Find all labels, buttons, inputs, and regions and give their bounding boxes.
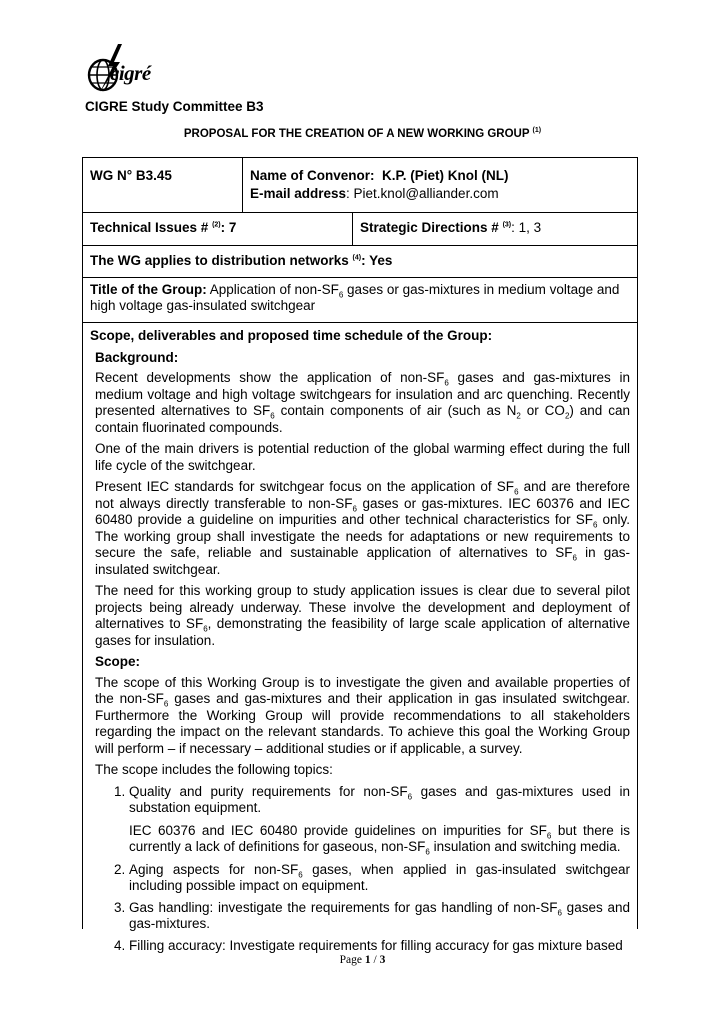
subscript-6: 6: [592, 520, 598, 530]
page-number: [0, 954, 725, 966]
text-run: The scope of this Working Group is to investigate the given and available properties of the non-SF: [95, 674, 630, 706]
subscript-6: 6: [444, 378, 449, 388]
list-item: [129, 900, 630, 933]
scope-content: [90, 350, 630, 955]
page-prefix: Page: [339, 954, 365, 966]
text-run: but there is currently a lack of definitions for gaseous, non-SF: [129, 822, 630, 854]
group-title-text-2: gases or gas-mixtures in medium voltage and high voltage gas-insulated switchgear: [90, 282, 620, 313]
subscript-6: 6: [203, 624, 208, 634]
text-run: Quality and purity requirements for non-SF: [129, 783, 408, 799]
text-run: The need for this working group to study application issues is clear due to several pilot projects being already underway. These involve the development and deployment of alternatives to SF: [95, 583, 630, 631]
strategic-directions-value: : 1, 3: [511, 220, 542, 235]
committee-title: CIGRE Study Committee B3: [85, 99, 264, 114]
wg-row: [83, 158, 637, 213]
email-label: E-mail address: [250, 186, 347, 201]
scope-paragraph-2: The scope includes the following topics:: [95, 762, 333, 777]
page-total: 3: [379, 954, 386, 966]
page-current: 1: [364, 954, 371, 966]
text-run: in gas-insulated switchgear.: [95, 545, 630, 577]
distribution-row: [83, 246, 637, 278]
convenor-label: Name of Convenor:: [250, 168, 375, 183]
subscript-6: 6: [546, 831, 552, 841]
subscript-6: 6: [425, 847, 430, 857]
strategic-directions: [353, 213, 637, 245]
distribution-label: The WG applies to distribution networks: [90, 253, 349, 268]
distribution-networks: [83, 246, 399, 277]
text-run: Gas handling: investigate the requirements for gas handling of non-SF: [129, 899, 558, 915]
scope-subheading: Scope:: [95, 654, 141, 669]
group-title-label: Title of the Group:: [90, 282, 207, 297]
subscript-6: 6: [338, 290, 344, 300]
subscript-6: 6: [270, 411, 275, 421]
text-run: gases, when applied in gas-insulated switchgear including possible impact on equipment.: [129, 861, 630, 893]
subscript-6: 6: [298, 870, 303, 880]
text-run: Present IEC standards for switchgear focus on the application of SF: [95, 479, 515, 494]
text-run: IEC 60376 and IEC 60480 provide guidelines on impurities for SF: [129, 822, 547, 838]
background-paragraph-1: [95, 370, 630, 436]
logo-wordmark: cigré: [110, 61, 151, 85]
list-item: [129, 784, 630, 856]
proposal-title: [0, 128, 725, 140]
technical-issues-value: : 7: [220, 220, 237, 235]
convenor-cell: [243, 158, 637, 212]
subscript-6: 6: [352, 504, 357, 514]
list-item-detail: [129, 823, 630, 856]
subscript-6: 6: [572, 553, 577, 563]
group-title: [83, 278, 637, 322]
technical-issues-label: Technical Issues #: [90, 220, 209, 235]
topics-list: [95, 784, 630, 955]
background-heading: Background:: [95, 349, 179, 365]
text-run: , demonstrating the feasibility of large scale application of alternative gases for insulation.: [95, 616, 630, 648]
text-run: Aging aspects for non-SF: [129, 861, 299, 877]
group-title-row: [83, 278, 637, 323]
wg-number: WG N° B3.45: [83, 158, 243, 212]
subscript-6: 6: [163, 699, 169, 709]
convenor-value: K.P. (Piet) Knol (NL): [382, 168, 509, 183]
cigre-logo: [84, 42, 164, 98]
scope-paragraph-1: [95, 675, 630, 758]
text-run: gases and gas-mixtures used in substation equipment.: [129, 783, 630, 815]
strategic-directions-footnote: (3): [502, 221, 512, 229]
convenor-line: [250, 167, 630, 185]
subscript-6: 6: [557, 908, 562, 918]
page-separator: /: [370, 954, 380, 966]
background-paragraph-3: [95, 479, 630, 578]
scope-heading: Scope, deliverables and proposed time schedule of the Group:: [90, 328, 493, 343]
group-title-text-1: Application of non-SF: [206, 282, 339, 297]
distribution-value: : Yes: [361, 253, 393, 268]
text-run: gases or gas-mixtures. IEC 60376 and IEC 60480 provide a guideline on impurities and other technical characteristics for SF: [95, 495, 630, 527]
text-run: gases and gas-mixtures and their application in gas insulated switchgear. Furthermore the Working Group will provide recommendations to all stakeholders regarding the impact on the relevant standards. To achieve this goal the Working Group will perform – if necessary – additional studies or if applicable, a survey.: [95, 691, 630, 756]
text-run: gases and gas-mixtures in medium voltage and high voltage switchgears for insulation and arc quenching. Recently presented alternatives to SF: [95, 370, 630, 418]
text-run: gases and gas-mixtures.: [129, 899, 630, 931]
list-item: 4. Filling accuracy: Investigate requirements for filling accuracy for gas mixture based: [129, 938, 630, 955]
background-paragraph-4: [95, 583, 630, 649]
subscript-6: 6: [407, 792, 413, 802]
text-run: only. The working group shall investigate the needs for adaptations or new requirements to secure the safe, reliable and sustainable application of alternatives to SF: [95, 512, 631, 560]
distribution-footnote: (4): [352, 254, 362, 262]
text-run: insulation and switching media.: [429, 839, 621, 854]
text-run: contain components of air (such as N: [274, 403, 517, 418]
proposal-form: [82, 157, 638, 953]
text-run: or CO: [520, 403, 565, 418]
issues-row: [83, 213, 637, 246]
text-run: Recent developments show the application of non-SF: [95, 370, 445, 385]
technical-issues-footnote: (2): [212, 221, 221, 229]
strategic-directions-label: Strategic Directions #: [360, 220, 499, 235]
email-line: [250, 185, 630, 203]
text-run: ) and can contain fluorinated compounds.: [95, 403, 630, 435]
scope-section: [83, 323, 637, 954]
email-value: : Piet.knol@alliander.com: [346, 186, 499, 201]
subscript-2: 2: [516, 411, 521, 421]
proposal-title-text: PROPOSAL FOR THE CREATION OF A NEW WORKING GROUP: [183, 128, 530, 140]
technical-issues: [83, 213, 353, 245]
subscript-2: 2: [564, 411, 570, 421]
text-run: and are therefore not always directly transferable to non-SF: [95, 479, 630, 511]
subscript-6: 6: [514, 487, 519, 497]
proposal-footnote-ref: (1): [532, 127, 542, 135]
background-paragraph-2: One of the main drivers is potential reduction of the global warming effect during the full life cycle of the switchgear.: [95, 441, 630, 473]
list-item: [129, 862, 630, 895]
